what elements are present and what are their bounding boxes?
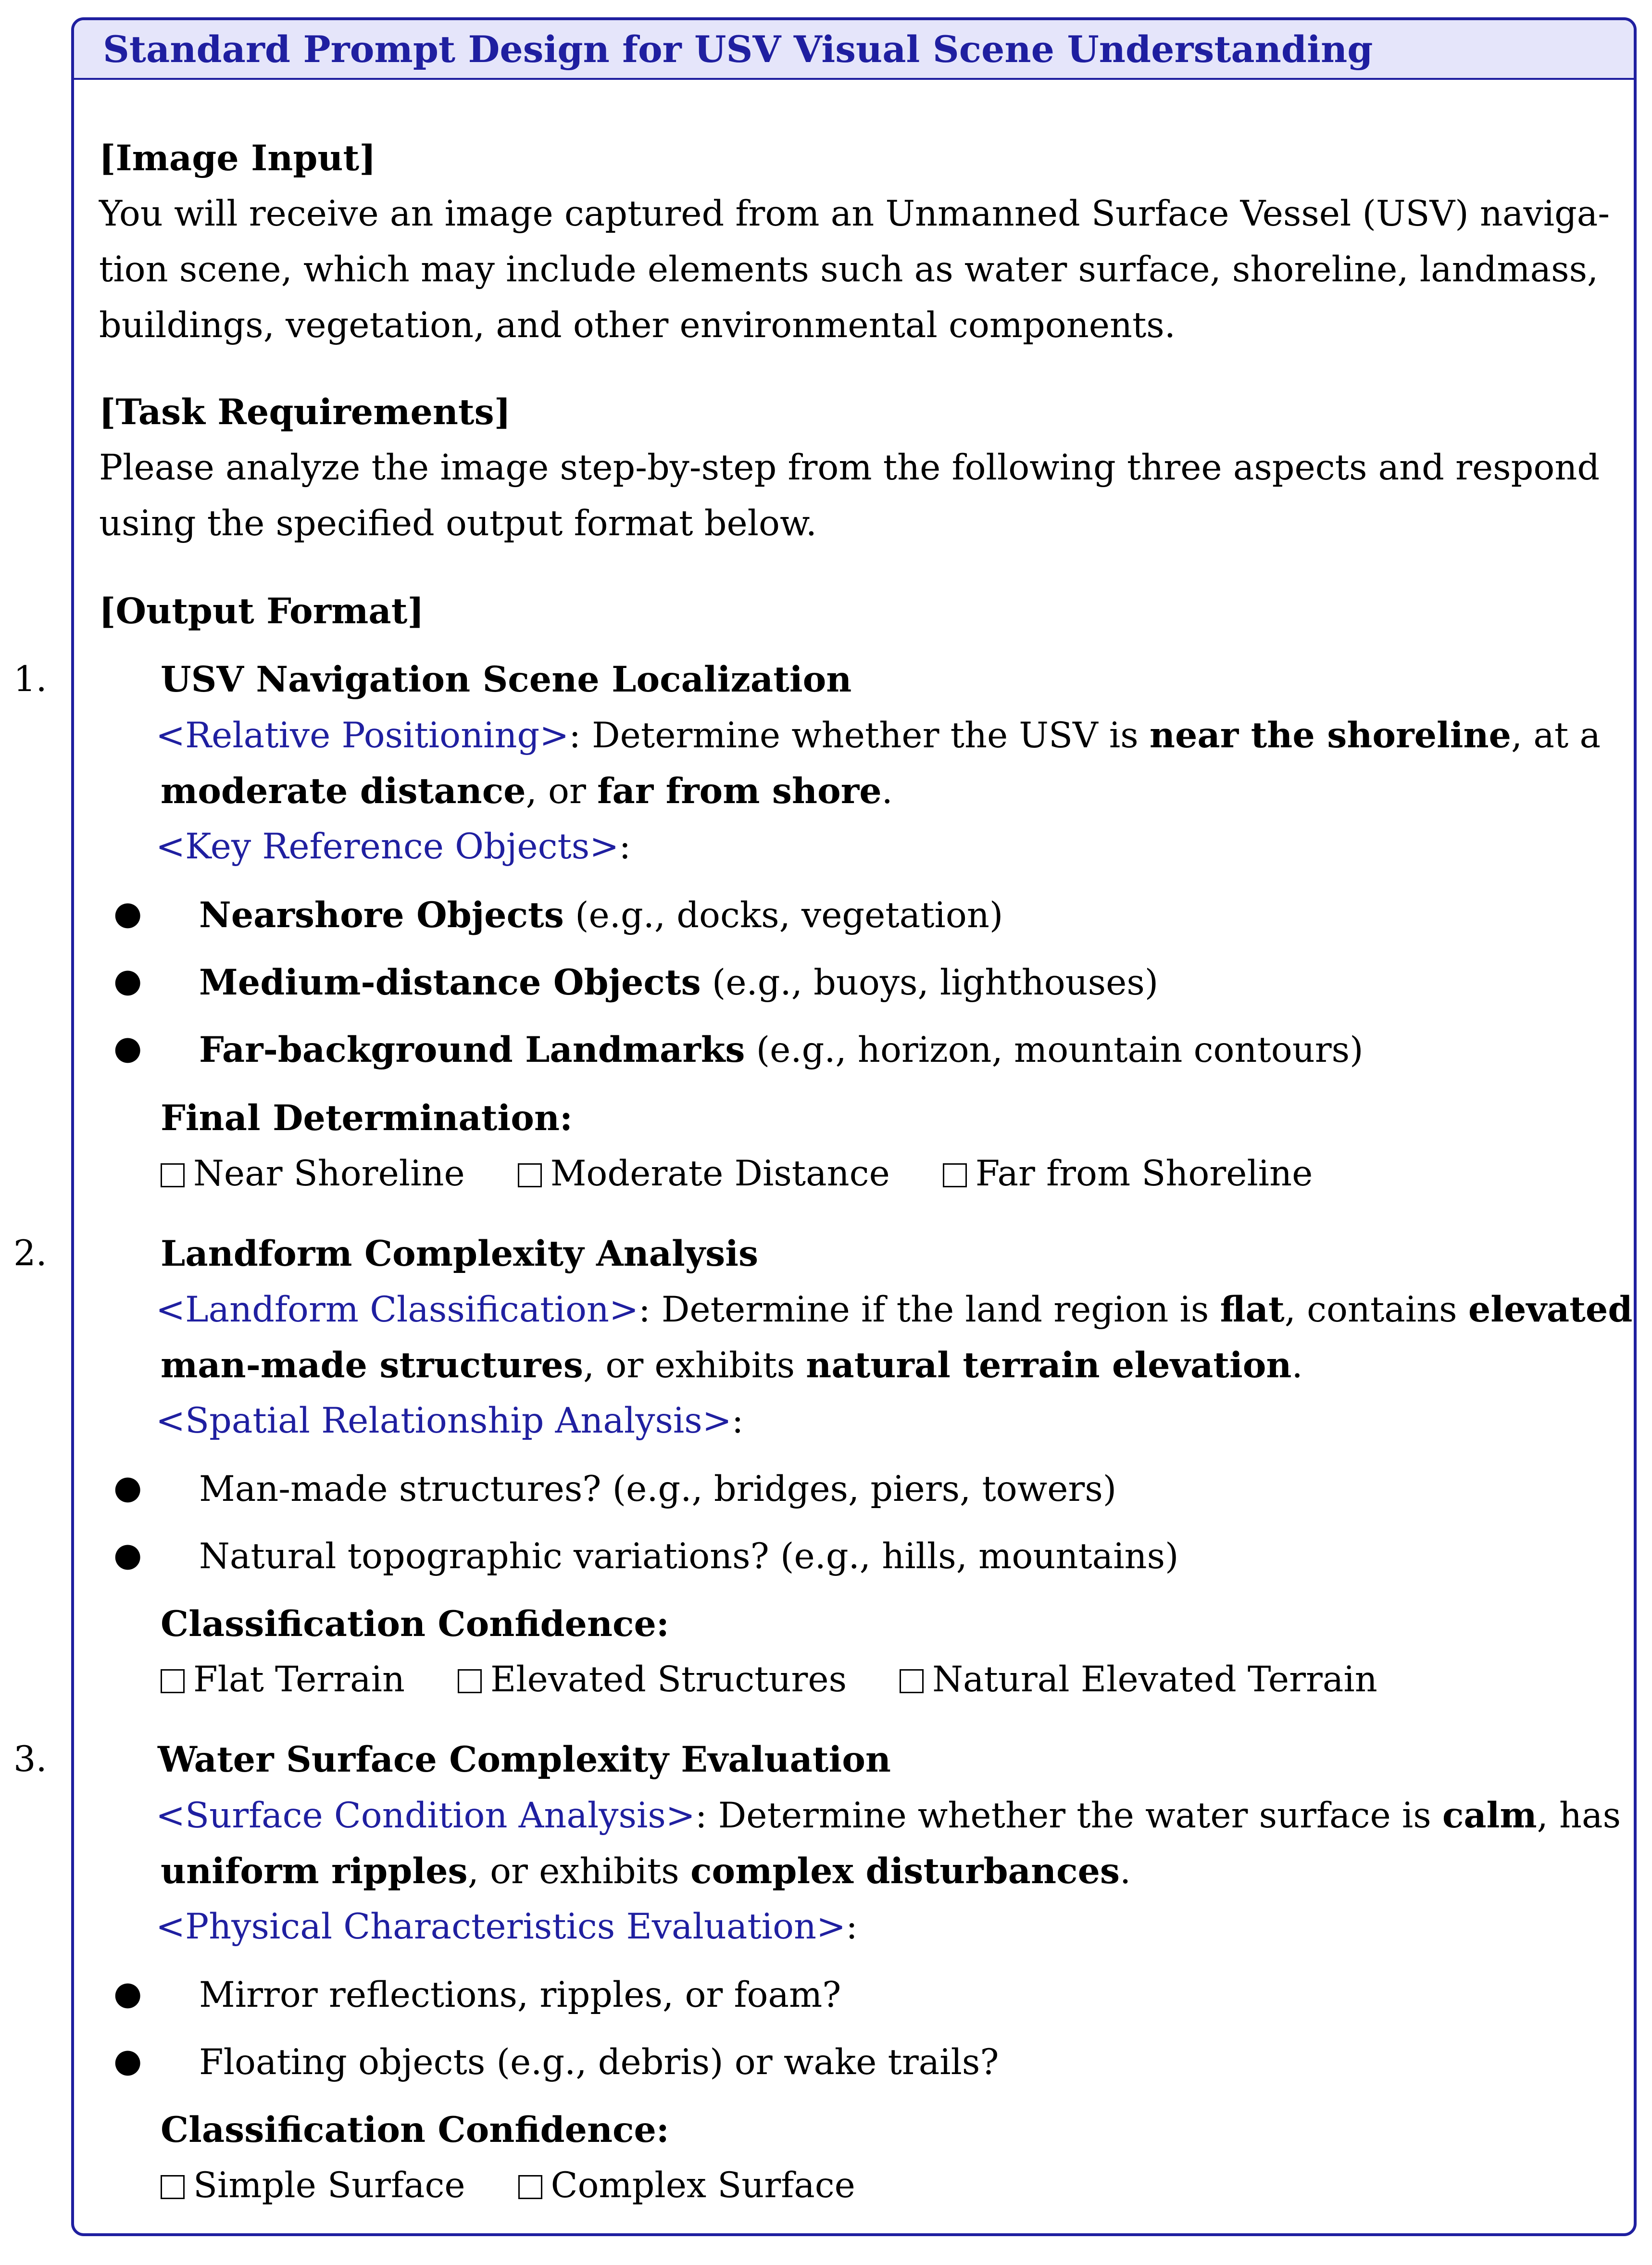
task-requirements-heading: [Task Requirements] [99,391,511,433]
section-number: 2. [13,1233,47,1274]
image-input-line: buildings, vegetation, and other environmental components. [99,305,1176,346]
list-item: Medium-distance Objects (e.g., buoys, lighthouses) [199,962,1159,1003]
options-row: Flat Terrain Elevated Structures Natural Elevated Terrain [161,1659,1377,1700]
list-item: Mirror reflections, ripples, or foam? [199,1975,841,2015]
section-3-line: <Physical Characteristics Evaluation>: [156,1906,858,1947]
tag-key-reference-objects: <Key Reference Objects> [156,826,619,867]
tag-landform-classification: <Landform Classification> [156,1289,639,1330]
classification-confidence-label: Classification Confidence: [161,2109,669,2151]
list-item: Far-background Landmarks (e.g., horizon, mountain contours) [199,1029,1364,1070]
output-format-heading: [Output Format] [99,591,424,632]
classification-confidence-label: Classification Confidence: [161,1603,669,1645]
section-title: USV Navigation Scene Localization [161,659,852,700]
box-title: Standard Prompt Design for USV Visual Scene Understanding [103,28,1373,71]
section-number: 1. [13,659,47,700]
image-input-line: tion scene, which may include elements such as water surface, shoreline, landmass, [99,249,1599,290]
image-input-line: You will receive an image captured from an Unmanned Surface Vessel (USV) naviga- [99,193,1610,234]
section-3-line: <Surface Condition Analysis>: Determine whether the water surface is calm, has [156,1795,1621,1836]
checkbox[interactable] [900,1669,924,1693]
section-1-line: moderate distance, or far from shore. [161,770,893,812]
section-title: Water Surface Complexity Evaluation [158,1739,891,1780]
checkbox[interactable] [161,1163,185,1187]
list-item: Nearshore Objects (e.g., docks, vegetation) [199,894,1003,936]
image-input-heading: [Image Input] [99,138,376,179]
checkbox[interactable] [161,1669,185,1693]
section-2-line: man-made structures, or exhibits natural terrain elevation. [161,1345,1303,1386]
final-determination-label: Final Determination: [161,1097,573,1139]
section-2-line: <Spatial Relationship Analysis>: [156,1400,744,1441]
checkbox[interactable] [518,1163,542,1187]
tag-relative-positioning: <Relative Positioning> [156,715,569,756]
bullet-icon: ● [113,2042,142,2080]
section-2-line: <Landform Classification>: Determine if the land region is flat, contains elevated [156,1289,1633,1330]
section-1-line: <Key Reference Objects>: [156,826,631,867]
bullet-icon: ● [113,1975,142,2013]
checkbox[interactable] [161,2175,185,2199]
options-row: Simple Surface Complex Surface [161,2165,855,2206]
tag-surface-condition-analysis: <Surface Condition Analysis> [156,1795,695,1836]
options-row: Near Shoreline Moderate Distance Far from Shoreline [161,1153,1313,1194]
section-title: Landform Complexity Analysis [161,1233,759,1274]
section-3-line: uniform ripples, or exhibits complex disturbances. [161,1850,1131,1892]
tag-physical-characteristics-evaluation: <Physical Characteristics Evaluation> [156,1906,846,1947]
list-item: Floating objects (e.g., debris) or wake trails? [199,2042,999,2083]
checkbox[interactable] [943,1163,967,1187]
task-line: using the specified output format below. [99,503,817,544]
box-header [74,20,1634,80]
checkbox[interactable] [458,1669,482,1693]
list-item: Natural topographic variations? (e.g., hills, mountains) [199,1536,1179,1577]
list-item: Man-made structures? (e.g., bridges, piers, towers) [199,1469,1117,1510]
bullet-icon: ● [113,1536,142,1574]
bullet-icon: ● [113,1029,142,1067]
checkbox[interactable] [518,2175,542,2199]
bullet-icon: ● [113,962,142,1000]
tag-spatial-relationship-analysis: <Spatial Relationship Analysis> [156,1400,732,1441]
bullet-icon: ● [113,894,142,932]
section-number: 3. [13,1739,47,1780]
section-1-line: <Relative Positioning>: Determine whether the USV is near the shoreline, at a [156,715,1601,756]
task-line: Please analyze the image step-by-step from the following three aspects and respond [99,447,1600,488]
bullet-icon: ● [113,1469,142,1507]
